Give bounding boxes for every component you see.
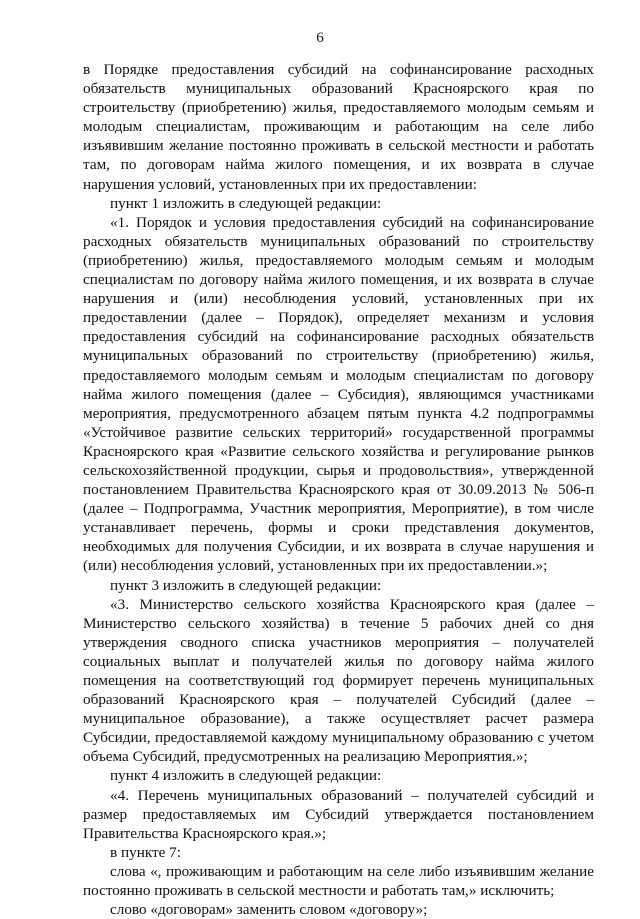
paragraph-item-4-text: «4. Перечень муниципальных образований – получателей субсидий и размер предоставляемых им Субсидий утверждается постановлением Правительства Красноярского края.»; [83, 786, 594, 842]
paragraph-item-7-instruction: в пункте 7: [110, 843, 181, 861]
paragraph-item-3-instruction: пункт 3 изложить в следующей редакции: [110, 576, 382, 594]
paragraph-item-1-instruction: пункт 1 изложить в следующей редакции: [110, 194, 382, 212]
paragraph-procedure-title: в Порядке предоставления субсидий на софинансирование расходных обязательств муниципальных образований Красноярского края по строительству (приобретению) жилья, предоставляемого молодым семьям и молодым специалистам, проживающим и работающим на селе либо изъявившим желание постоянно проживать в сельской местности и работать там, по договорам найма жилого помещения, и их возврата в случае нарушения условий, установленных при их предоставлении: [83, 61, 594, 193]
document-body [83, 60, 594, 919]
page-number: 6 [316, 30, 324, 46]
paragraph-item-7-word-replacement: слово «договорам» заменить словом «договору»; [110, 901, 428, 919]
paragraph-item-3-text: «3. Министерство сельского хозяйства Красноярского края (далее – Министерство сельского хозяйства) в течение 5 рабочих дней со дня утверждения сводного списка участников мероприятия – получателей социальных выплат и получателей жилья по договору найма жилого помещения на соответствующий год формирует перечень муниципальных образований Красноярского края – получателей Субсидий (далее – муниципальное образование), а также осуществляет расчет размера Субсидии, предоставляемой каждому муниципальному образованию с учетом объема Субсидий, предусмотренных на реализацию Мероприятия.»; [83, 595, 594, 766]
paragraph-item-1-text: «1. Порядок и условия предоставления субсидий на софинансирование расходных обязательств муниципальных образований по строительству (приобретению) жилья, предоставляемого молодым семьям и молодым специалистам по договору найма жилого помещения, и их возврата в случае нарушения и (или) несоблюдения условий, установленных при их предоставлении (далее – Порядок), определяет механизм и условия предоставления субсидий на софинансирование расходных обязательств муниципальных образований по строительству (приобретению) жилья, предоставляемого молодым семьям и молодым специалистам по договору найма жилого помещения (далее – Субсидия), являющимся участниками мероприятия, предусмотренного абзацем пятым пункта 4.2 подпрограммы «Устойчивое развитие сельских территорий» государственной программы Красноярского края «Развитие сельского хозяйства и регулирование рынков сельскохозяйственной продукции, сырья и продовольствия», утвержденной постановлением Правительства Красноярского края от 30.09.2013 № 506-п (далее – Подпрограмма, Участник мероприятия, Мероприятие), в том числе устанавливает перечень, формы и сроки представления документов, необходимых для получения Субсидии, и их возврата в случае нарушения и (или) несоблюдения условий, установленных при их предоставлении.»; [83, 213, 594, 575]
paragraph-item-7-words-removal: слова «, проживающим и работающим на селе либо изъявившим желание постоянно проживать в сельской местности и работать там,» исключить; [83, 862, 594, 900]
paragraph-item-4-instruction: пункт 4 изложить в следующей редакции: [110, 767, 382, 785]
